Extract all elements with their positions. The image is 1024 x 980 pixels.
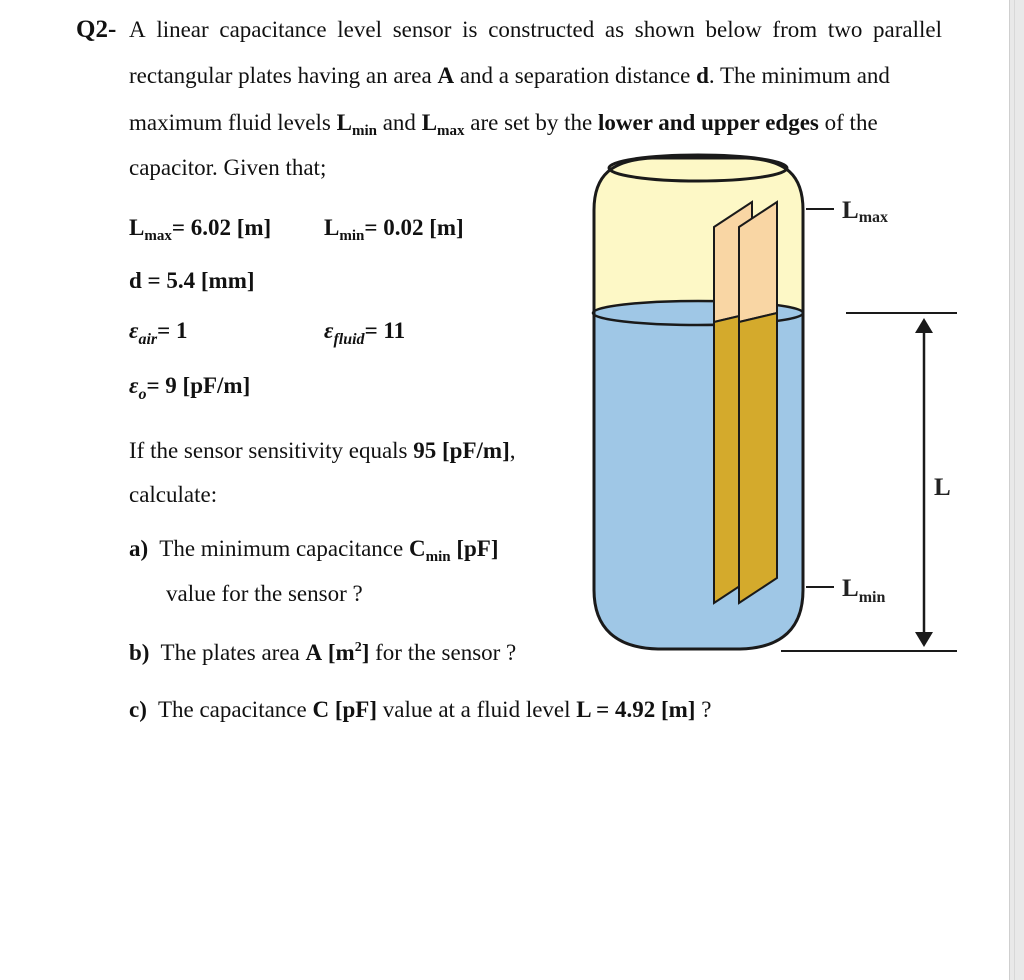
part-c-text: The capacitance xyxy=(157,697,307,722)
part-a-label: a) xyxy=(129,536,149,561)
intro-1-word: linear xyxy=(156,17,209,42)
lmin-main: L xyxy=(336,110,352,135)
eps-o-value: = 9 [pF/m] xyxy=(146,373,251,398)
cmin-main: C xyxy=(408,536,426,561)
eps-o-symbol: ε xyxy=(129,373,139,398)
part-a-unit: [pF] xyxy=(456,536,499,561)
eps-air-sub: air xyxy=(138,331,158,348)
part-b-label: b) xyxy=(129,640,150,665)
intro-1-word: as xyxy=(604,17,625,42)
intro-1-word: capacitance xyxy=(219,17,327,42)
given-lmax-sub: max xyxy=(144,228,172,244)
given-lmax-value: = 6.02 [m] xyxy=(171,215,272,240)
intro-3-pre: maximum fluid levels xyxy=(129,110,331,135)
part-c-level: L = 4.92 [m] xyxy=(576,697,696,722)
cmin-sub: min xyxy=(425,549,451,565)
intro-1-word: below xyxy=(705,17,762,42)
intro-1-word: from xyxy=(772,17,818,42)
part-b-text: The plates area xyxy=(160,640,300,665)
area-symbol: A xyxy=(437,63,455,88)
level-arrow-head-top xyxy=(915,318,933,333)
given-lmin-sub: min xyxy=(339,228,365,244)
part-b-unit-sup: 2 xyxy=(354,640,362,655)
intro-3-post: of the xyxy=(824,110,878,135)
intro-3-and: and xyxy=(382,110,416,135)
intro-1-word: constructed xyxy=(488,17,595,42)
sensitivity-pre: If the sensor sensitivity equals xyxy=(129,438,408,463)
given-lmin-value: = 0.02 [m] xyxy=(364,215,464,240)
part-a-line-2-text: value for the sensor ? xyxy=(166,581,363,606)
intro-1-word: A xyxy=(129,17,146,42)
intro-3-mid: are set by the xyxy=(470,110,593,135)
part-c-mid: value at a fluid level xyxy=(382,697,571,722)
intro-2-post: . The minimum and xyxy=(708,63,890,88)
part-b-post: for the sensor ? xyxy=(375,640,517,665)
lmin-label: $L_{min}$ xyxy=(842,575,886,606)
lmax-label: Lmax xyxy=(842,197,889,226)
eps-fluid-symbol: ε xyxy=(324,318,334,343)
given-lmax-main: L xyxy=(129,215,145,240)
intro-1-word: level xyxy=(337,17,382,42)
part-c-post: ? xyxy=(701,697,712,722)
part-c-label: c) xyxy=(129,697,147,722)
eps-o-sub: o xyxy=(138,386,147,403)
intro-4: capacitor. Given that; xyxy=(129,155,327,180)
level-l-label: L xyxy=(934,474,951,501)
part-b-symbol: A xyxy=(305,640,323,665)
lmax-sub: max xyxy=(437,123,465,139)
eps-air-symbol: ε xyxy=(129,318,139,343)
sensitivity-post: , xyxy=(509,438,516,463)
part-b-unit-post: ] xyxy=(361,640,370,665)
intro-1-word: shown xyxy=(634,17,695,42)
level-arrow-head-bottom xyxy=(915,632,933,647)
intro-2-pre: rectangular plates having an area xyxy=(129,63,432,88)
question-number: Q2- xyxy=(76,16,117,43)
part-b-unit-pre: [m xyxy=(327,640,355,665)
eps-air-value: = 1 xyxy=(157,318,188,343)
lmax-main: L xyxy=(421,110,438,135)
intro-1-word: parallel xyxy=(873,17,942,42)
calculate-text: calculate: xyxy=(129,482,218,507)
given-lmin-main: L xyxy=(324,215,340,240)
given-d-label: d = 5.4 [mm] xyxy=(129,268,255,293)
eps-fluid-value: = 11 xyxy=(364,318,406,343)
intro-1-word: is xyxy=(462,17,478,42)
part-c-symbol: C xyxy=(312,697,330,722)
intro-3-bold-edges: lower and upper edges xyxy=(598,110,819,135)
part-a-text: The minimum capacitance xyxy=(159,536,404,561)
intro-2-mid: and a separation distance xyxy=(459,63,691,88)
lmin-sub: min xyxy=(351,123,377,139)
plate-2-wet xyxy=(739,313,777,603)
intro-1-word: two xyxy=(827,17,863,42)
eps-fluid-sub: fluid xyxy=(333,331,365,348)
part-c-unit: [pF] xyxy=(334,697,378,722)
intro-1-word: sensor xyxy=(392,17,452,42)
sensitivity-value: 95 [pF/m] xyxy=(413,438,510,463)
distance-symbol: d xyxy=(696,63,709,88)
